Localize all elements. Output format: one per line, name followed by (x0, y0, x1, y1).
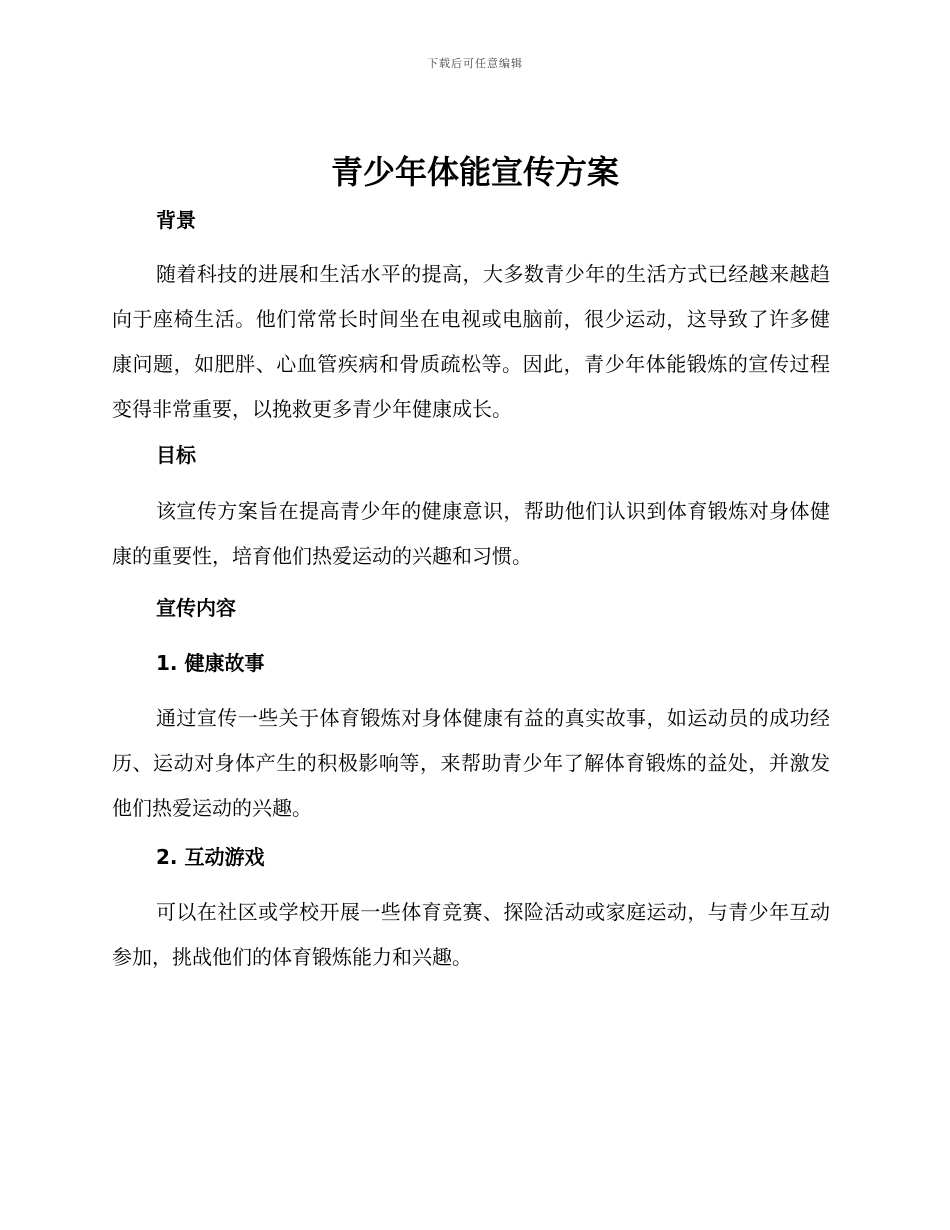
section-heading-goal: 目标 (156, 443, 196, 467)
section-paragraph-background: 随着科技的进展和生活水平的提高，大多数青少年的生活方式已经越来越趋向于座椅生活。他们常常长时间坐在电视或电脑前，很少运动，这导致了许多健康问题，如肥胖、心血管疾病和骨质疏松等。因此，青少年体能锻炼的宣传过程变得非常重要，以挽救更多青少年健康成长。 (112, 262, 830, 421)
section-paragraph-goal: 该宣传方案旨在提高青少年的健康意识，帮助他们认识到体育锻炼对身体健康的重要性，培育他们热爱运动的兴趣和习惯。 (112, 499, 830, 568)
section-heading-health-stories: 1. 健康故事 (156, 651, 265, 675)
section-heading-content: 宣传内容 (156, 596, 236, 620)
section-paragraph-health-stories: 通过宣传一些关于体育锻炼对身体健康有益的真实故事，如运动员的成功经历、运动对身体产生的积极影响等，来帮助青少年了解体育锻炼的益处，并激发他们热爱运动的兴趣。 (112, 706, 830, 820)
section-paragraph-interactive-games: 可以在社区或学校开展一些体育竞赛、探险活动或家庭运动，与青少年互动参加，挑战他们的体育锻炼能力和兴趣。 (112, 900, 830, 969)
section-heading-interactive-games: 2. 互动游戏 (156, 845, 265, 869)
section-heading-background: 背景 (156, 208, 196, 232)
document-title: 青少年体能宣传方案 (330, 153, 619, 191)
page-header-note: 下载后可任意编辑 (427, 57, 523, 70)
